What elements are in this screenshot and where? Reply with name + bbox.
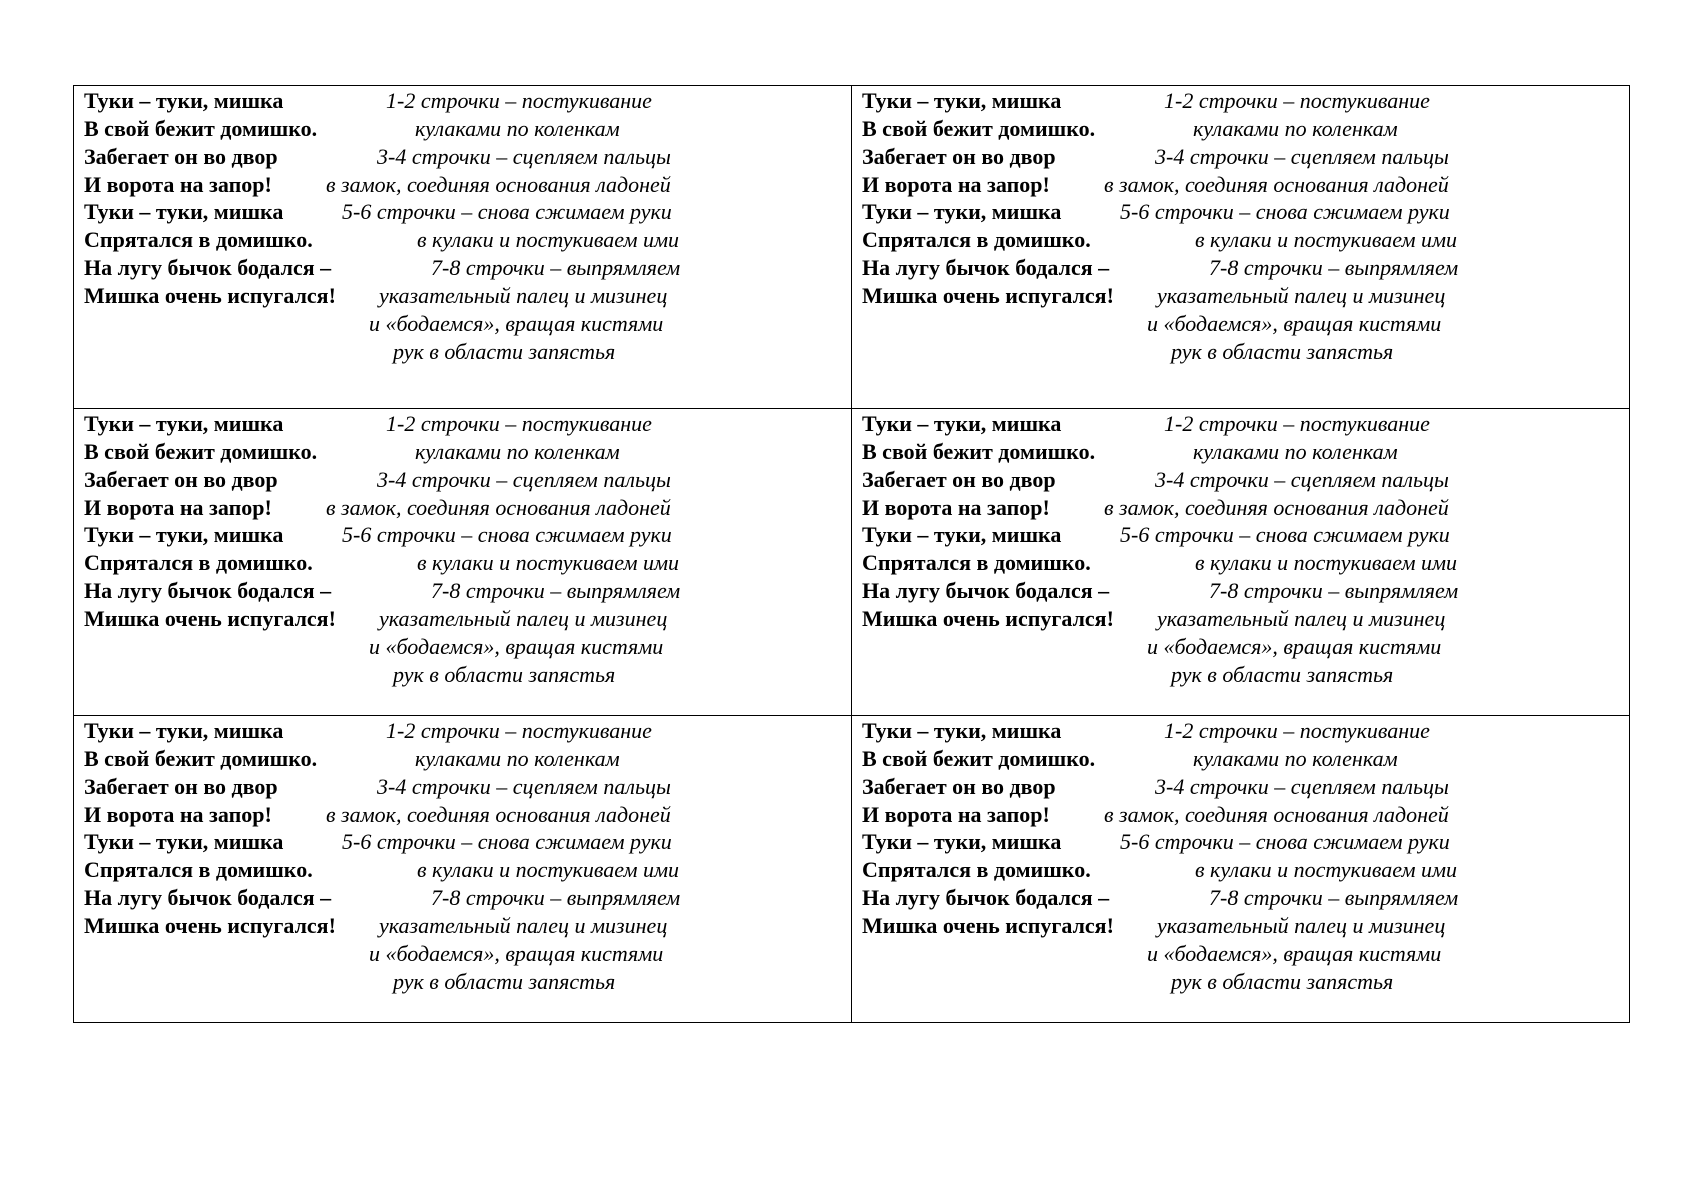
instruction-line: 3-4 строчки – сцепляем пальцы xyxy=(377,144,671,169)
verse-line: Мишка очень испугался! xyxy=(862,606,1114,631)
instruction-line: в замок, соединяя основания ладоней xyxy=(1104,802,1449,827)
instruction-line: и «бодаемся», вращая кистями xyxy=(369,311,664,336)
card xyxy=(74,86,851,408)
instruction-line: в кулаки и постукиваем ими xyxy=(1195,227,1458,252)
verse-line: В свой бежит домишко. xyxy=(84,116,318,141)
instruction-line: 1-2 строчки – постукивание xyxy=(386,718,652,743)
instruction-line: в кулаки и постукиваем ими xyxy=(417,550,680,575)
instruction-line: и «бодаемся», вращая кистями xyxy=(369,634,664,659)
verse-line: Туки – туки, мишка xyxy=(84,829,284,854)
verse-line: В свой бежит домишко. xyxy=(862,439,1096,464)
instruction-line: 7-8 строчки – выпрямляем xyxy=(431,885,681,910)
card-row xyxy=(74,409,1630,716)
instruction-line: указательный палец и мизинец xyxy=(379,913,668,938)
verse-line: На лугу бычок бодался – xyxy=(862,885,1110,910)
instruction-line: в кулаки и постукиваем ими xyxy=(417,227,680,252)
instruction-line: 3-4 строчки – сцепляем пальцы xyxy=(1155,144,1449,169)
instruction-line: и «бодаемся», вращая кистями xyxy=(1147,311,1442,336)
verse-line: В свой бежит домишко. xyxy=(84,746,318,771)
verse-line: И ворота на запор! xyxy=(862,172,1050,197)
verse-line: Туки – туки, мишка xyxy=(84,411,284,436)
instruction-line: кулаками по коленкам xyxy=(1193,439,1398,464)
verse-line: Спрятался в домишко. xyxy=(862,550,1091,575)
verse-line: В свой бежит домишко. xyxy=(862,116,1096,141)
verse-line: На лугу бычок бодался – xyxy=(84,885,332,910)
instruction-line: 1-2 строчки – постукивание xyxy=(1164,88,1430,113)
instruction-line: указательный палец и мизинец xyxy=(1157,283,1446,308)
instruction-line: 5-6 строчки – снова сжимаем руки xyxy=(1120,522,1450,547)
verse-line: Мишка очень испугался! xyxy=(84,283,336,308)
verse-line: На лугу бычок бодался – xyxy=(862,578,1110,603)
verse-line: Забегает он во двор xyxy=(84,144,278,169)
instruction-line: кулаками по коленкам xyxy=(415,439,620,464)
instruction-line: в кулаки и постукиваем ими xyxy=(1195,550,1458,575)
instruction-line: 3-4 строчки – сцепляем пальцы xyxy=(1155,774,1449,799)
card-cell xyxy=(74,409,852,716)
card-row xyxy=(74,86,1630,409)
verse-line: В свой бежит домишко. xyxy=(84,439,318,464)
card xyxy=(74,716,851,1022)
verse-line: Мишка очень испугался! xyxy=(84,913,336,938)
verse-line: И ворота на запор! xyxy=(84,172,272,197)
instruction-line: 7-8 строчки – выпрямляем xyxy=(431,578,681,603)
card-cell xyxy=(852,716,1630,1023)
instruction-line: 5-6 строчки – снова сжимаем руки xyxy=(1120,829,1450,854)
instruction-line: кулаками по коленкам xyxy=(415,746,620,771)
verse-line: На лугу бычок бодался – xyxy=(84,578,332,603)
instruction-line: 5-6 строчки – снова сжимаем руки xyxy=(1120,199,1450,224)
instruction-line: 5-6 строчки – снова сжимаем руки xyxy=(342,829,672,854)
card-cell xyxy=(74,86,852,409)
instruction-line: 7-8 строчки – выпрямляем xyxy=(1209,255,1459,280)
instruction-line: указательный палец и мизинец xyxy=(379,283,668,308)
card xyxy=(852,86,1629,408)
card xyxy=(74,409,851,715)
instruction-line: в замок, соединяя основания ладоней xyxy=(1104,172,1449,197)
verse-line: Туки – туки, мишка xyxy=(84,88,284,113)
verse-line: Забегает он во двор xyxy=(84,467,278,492)
verse-line: Забегает он во двор xyxy=(862,774,1056,799)
instruction-line: 5-6 строчки – снова сжимаем руки xyxy=(342,199,672,224)
verse-line: Туки – туки, мишка xyxy=(862,829,1062,854)
instruction-line: рук в области запястья xyxy=(1171,662,1394,687)
verse-line: Забегает он во двор xyxy=(862,467,1056,492)
verse-line: Мишка очень испугался! xyxy=(862,913,1114,938)
instruction-line: и «бодаемся», вращая кистями xyxy=(1147,941,1442,966)
instruction-line: указательный палец и мизинец xyxy=(1157,606,1446,631)
verse-line: Туки – туки, мишка xyxy=(862,411,1062,436)
verse-line: Забегает он во двор xyxy=(84,774,278,799)
instruction-line: в кулаки и постукиваем ими xyxy=(1195,857,1458,882)
instruction-line: 7-8 строчки – выпрямляем xyxy=(1209,885,1459,910)
verse-line: Спрятался в домишко. xyxy=(84,227,313,252)
verse-line: Туки – туки, мишка xyxy=(862,522,1062,547)
instruction-line: в замок, соединяя основания ладоней xyxy=(326,172,671,197)
instruction-line: 7-8 строчки – выпрямляем xyxy=(431,255,681,280)
card-cell xyxy=(852,409,1630,716)
verse-line: Туки – туки, мишка xyxy=(84,718,284,743)
verse-line: В свой бежит домишко. xyxy=(862,746,1096,771)
instruction-line: рук в области запястья xyxy=(1171,969,1394,994)
instruction-line: и «бодаемся», вращая кистями xyxy=(1147,634,1442,659)
verse-line: И ворота на запор! xyxy=(862,495,1050,520)
instruction-line: 3-4 строчки – сцепляем пальцы xyxy=(377,467,671,492)
instruction-line: 3-4 строчки – сцепляем пальцы xyxy=(1155,467,1449,492)
instruction-line: в кулаки и постукиваем ими xyxy=(417,857,680,882)
verse-line: Туки – туки, мишка xyxy=(84,522,284,547)
instruction-line: рук в области запястья xyxy=(393,339,616,364)
verse-line: Спрятался в домишко. xyxy=(84,550,313,575)
card-grid xyxy=(73,85,1630,1023)
instruction-line: кулаками по коленкам xyxy=(415,116,620,141)
card xyxy=(852,409,1629,715)
verse-line: Мишка очень испугался! xyxy=(84,606,336,631)
verse-line: И ворота на запор! xyxy=(862,802,1050,827)
instruction-line: 1-2 строчки – постукивание xyxy=(386,88,652,113)
instruction-line: указательный палец и мизинец xyxy=(1157,913,1446,938)
verse-line: И ворота на запор! xyxy=(84,802,272,827)
verse-line: Спрятался в домишко. xyxy=(862,857,1091,882)
instruction-line: кулаками по коленкам xyxy=(1193,116,1398,141)
verse-line: И ворота на запор! xyxy=(84,495,272,520)
instruction-line: рук в области запястья xyxy=(393,969,616,994)
instruction-line: в замок, соединяя основания ладоней xyxy=(326,802,671,827)
verse-line: Туки – туки, мишка xyxy=(862,718,1062,743)
card-cell xyxy=(74,716,852,1023)
instruction-line: и «бодаемся», вращая кистями xyxy=(369,941,664,966)
instruction-line: рук в области запястья xyxy=(393,662,616,687)
verse-line: Забегает он во двор xyxy=(862,144,1056,169)
verse-line: Туки – туки, мишка xyxy=(84,199,284,224)
instruction-line: указательный палец и мизинец xyxy=(379,606,668,631)
verse-line: Туки – туки, мишка xyxy=(862,199,1062,224)
verse-line: Мишка очень испугался! xyxy=(862,283,1114,308)
instruction-line: 7-8 строчки – выпрямляем xyxy=(1209,578,1459,603)
instruction-line: 1-2 строчки – постукивание xyxy=(1164,718,1430,743)
verse-line: Туки – туки, мишка xyxy=(862,88,1062,113)
instruction-line: 1-2 строчки – постукивание xyxy=(1164,411,1430,436)
instruction-line: 5-6 строчки – снова сжимаем руки xyxy=(342,522,672,547)
card xyxy=(852,716,1629,1022)
instruction-line: рук в области запястья xyxy=(1171,339,1394,364)
instruction-line: 3-4 строчки – сцепляем пальцы xyxy=(377,774,671,799)
card-row xyxy=(74,716,1630,1023)
instruction-line: кулаками по коленкам xyxy=(1193,746,1398,771)
instruction-line: в замок, соединяя основания ладоней xyxy=(326,495,671,520)
verse-line: На лугу бычок бодался – xyxy=(862,255,1110,280)
verse-line: Спрятался в домишко. xyxy=(862,227,1091,252)
verse-line: На лугу бычок бодался – xyxy=(84,255,332,280)
card-cell xyxy=(852,86,1630,409)
instruction-line: в замок, соединяя основания ладоней xyxy=(1104,495,1449,520)
instruction-line: 1-2 строчки – постукивание xyxy=(386,411,652,436)
verse-line: Спрятался в домишко. xyxy=(84,857,313,882)
